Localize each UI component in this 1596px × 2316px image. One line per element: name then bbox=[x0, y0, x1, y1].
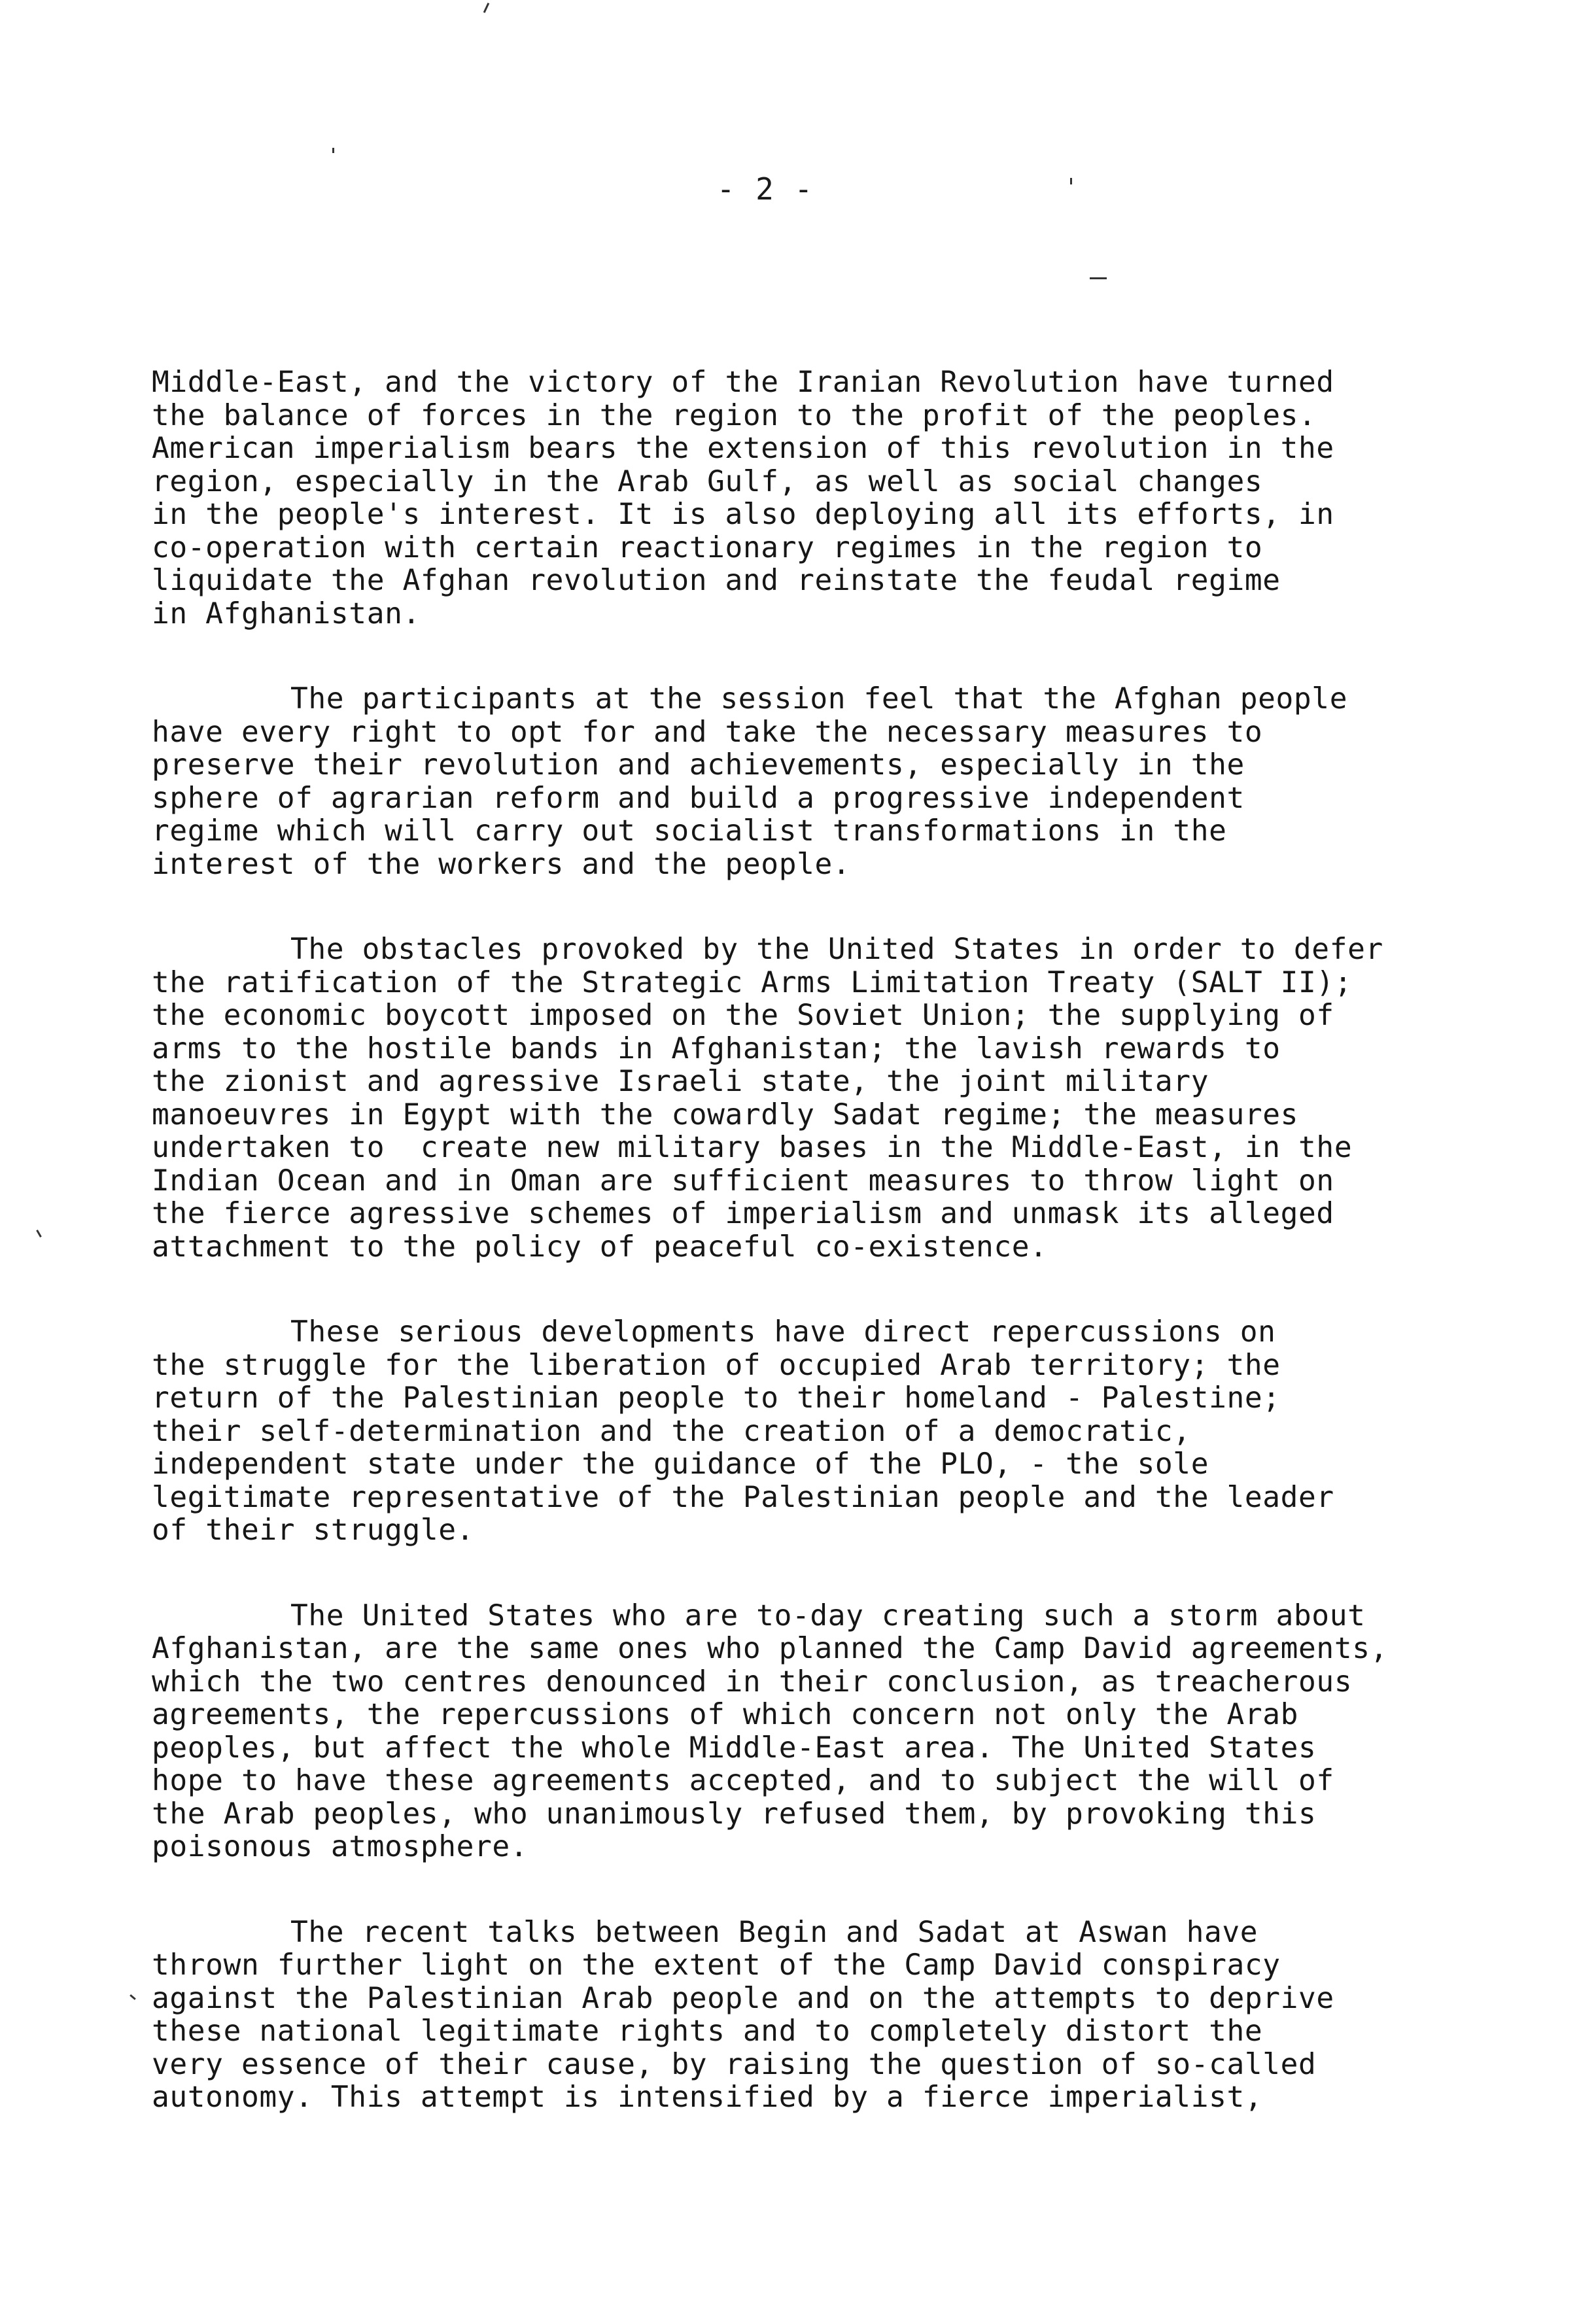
text-line: very essence of their cause, by raising the question of so-called bbox=[152, 2047, 1317, 2081]
text-line: liquidate the Afghan revolution and reinstate the feudal regime bbox=[152, 564, 1281, 597]
paragraph bbox=[152, 1316, 1499, 1547]
text-line: sphere of agrarian reform and build a progressive independent bbox=[152, 781, 1245, 815]
text-line: peoples, but affect the whole Middle-East area. The United States bbox=[152, 1731, 1317, 1765]
text-line: have every right to opt for and take the necessary measures to bbox=[152, 715, 1263, 749]
text-line: undertaken to create new military bases in the Middle-East, in the bbox=[152, 1131, 1353, 1164]
text-line: against the Palestinian Arab people and on the attempts to deprive bbox=[152, 1981, 1334, 2015]
text-line: poisonous atmosphere. bbox=[152, 1830, 529, 1863]
page-number: - 2 - bbox=[716, 171, 814, 207]
text-line: the balance of forces in the region to the profit of the peoples. bbox=[152, 398, 1317, 432]
text-line: attachment to the policy of peaceful co-existence. bbox=[152, 1230, 1048, 1264]
paragraph bbox=[152, 933, 1499, 1264]
text-line: hope to have these agreements accepted, and to subject the will of bbox=[152, 1764, 1334, 1797]
scan-mark bbox=[1090, 277, 1107, 279]
paragraph bbox=[152, 1600, 1499, 1864]
text-line: The recent talks between Begin and Sadat at Aswan have bbox=[290, 1915, 1258, 1949]
text-line: Indian Ocean and in Oman are sufficient measures to throw light on bbox=[152, 1164, 1334, 1198]
paragraph bbox=[152, 366, 1499, 631]
scan-mark bbox=[1070, 178, 1072, 184]
text-line: region, especially in the Arab Gulf, as well as social changes bbox=[152, 464, 1263, 498]
scan-mark bbox=[130, 1994, 136, 2000]
text-line: The participants at the session feel that the Afghan people bbox=[290, 682, 1348, 716]
text-line: the struggle for the liberation of occupied Arab territory; the bbox=[152, 1348, 1281, 1382]
text-line: of their struggle. bbox=[152, 1513, 475, 1547]
text-line: thrown further light on the extent of the Camp David conspiracy bbox=[152, 1948, 1281, 1982]
text-line: agreements, the repercussions of which concern not only the Arab bbox=[152, 1698, 1299, 1731]
text-line: regime which will carry out socialist transformations in the bbox=[152, 814, 1227, 848]
scan-mark bbox=[483, 3, 489, 13]
text-line: American imperialism bears the extension of this revolution in the bbox=[152, 432, 1334, 465]
text-line: the fierce agressive schemes of imperialism and unmask its alleged bbox=[152, 1197, 1334, 1230]
text-line: independent state under the guidance of the PLO, - the sole bbox=[152, 1447, 1209, 1481]
scan-mark bbox=[36, 1230, 42, 1237]
text-line: preserve their revolution and achievements, especially in the bbox=[152, 748, 1245, 782]
text-line: The United States who are to-day creating such a storm about bbox=[290, 1599, 1366, 1633]
text-line: the zionist and agressive Israeli state, the joint military bbox=[152, 1065, 1209, 1098]
text-line: return of the Palestinian people to their homeland - Palestine; bbox=[152, 1381, 1281, 1415]
text-line: in the people's interest. It is also deploying all its efforts, in bbox=[152, 498, 1334, 531]
document-body bbox=[152, 366, 1499, 2167]
text-line: in Afghanistan. bbox=[152, 596, 421, 631]
text-line: co-operation with certain reactionary regimes in the region to bbox=[152, 530, 1263, 564]
text-line: These serious developments have direct repercussions on bbox=[290, 1315, 1276, 1349]
scan-mark bbox=[332, 148, 334, 153]
text-line: manoeuvres in Egypt with the cowardly Sadat regime; the measures bbox=[152, 1098, 1299, 1132]
text-line: legitimate representative of the Palestinian people and the leader bbox=[152, 1480, 1334, 1514]
paragraph bbox=[152, 683, 1499, 881]
text-line: Afghanistan, are the same ones who planned the Camp David agreements, bbox=[152, 1632, 1388, 1665]
text-line: the Arab peoples, who unanimously refused them, by provoking this bbox=[152, 1797, 1317, 1831]
text-line: the ratification of the Strategic Arms Limitation Treaty (SALT II); bbox=[152, 965, 1353, 999]
text-line: these national legitimate rights and to completely distort the bbox=[152, 2014, 1263, 2048]
text-line: their self-determination and the creation of a democratic, bbox=[152, 1414, 1191, 1448]
text-line: The obstacles provoked by the United States in order to defer bbox=[290, 933, 1383, 966]
text-line: Middle-East, and the victory of the Iranian Revolution have turned bbox=[152, 366, 1334, 399]
text-line: autonomy. This attempt is intensified by a fierce imperialist, bbox=[152, 2081, 1263, 2114]
text-line: the economic boycott imposed on the Soviet Union; the supplying of bbox=[152, 999, 1334, 1032]
text-line: interest of the workers and the people. bbox=[152, 847, 851, 881]
text-line: arms to the hostile bands in Afghanistan; the lavish rewards to bbox=[152, 1031, 1281, 1065]
paragraph bbox=[152, 1916, 1499, 2115]
text-line: which the two centres denounced in their conclusion, as treacherous bbox=[152, 1665, 1353, 1699]
